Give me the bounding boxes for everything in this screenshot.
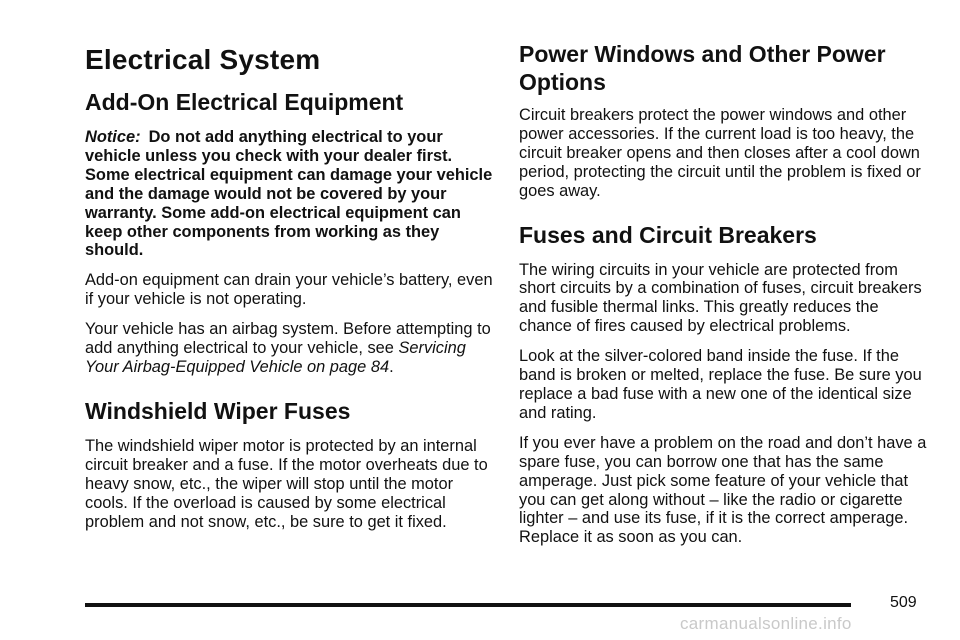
footer-rule — [85, 603, 851, 607]
notice-text: Do not add anything electrical to your vehicle unless you check with your dealer first. Some electrical equipment can damage your vehicle and the damage would not be covered by your warranty. Some add-on electrical equipment can keep other components from working as they should. — [85, 128, 493, 260]
windows-paragraph: Circuit breakers protect the power windows and other power accessories. If the current load is too heavy, the circuit breaker opens and then closes after a cool down period, protecting the circuit until the problem is fixed or goes away. — [519, 106, 921, 200]
notice-paragraph — [85, 128, 493, 260]
wiper-paragraph: The windshield wiper motor is protected by an internal circuit breaker and a fuse. If the motor overheats due to heavy snow, etc., the wiper will stop until the motor cools. If the overload is caused by some electrical problem and not snow, etc., be sure to get it fixed. — [85, 436, 488, 531]
fuses-paragraph-1: The wiring circuits in your vehicle are protected from short circuits by a combination of fuses, circuit breakers and fusible thermal links. This greatly reduces the chance of fires caused by electrical problems. — [519, 260, 922, 336]
fuses-paragraph-2: Look at the silver-colored band inside the fuse. If the band is broken or melted, replace the fuse. Be sure you replace a bad fuse with a new one of the identical size and rating. — [519, 347, 922, 422]
windows-heading: Power Windows and Other Power Options — [519, 41, 886, 95]
addon-paragraph-1: Add-on equipment can drain your vehicle’s battery, even if your vehicle is not operating. — [85, 271, 493, 309]
addon-heading: Add-On Electrical Equipment — [85, 89, 404, 115]
left-column — [85, 40, 493, 542]
wiper-heading: Windshield Wiper Fuses — [85, 397, 351, 424]
addon-paragraph-2-text: Your vehicle has an airbag system. Before attempting to add anything electrical to your vehicle, see — [85, 320, 491, 358]
fuses-paragraph-3: If you ever have a problem on the road and don’t have a spare fuse, you can borrow one that has the same amperage. Just pick some feature of your vehicle that you can get along without – like the radio or cigarette lighter – and use its fuse, if it is the correct amperage. Replace it as soon as you can. — [519, 433, 927, 547]
notice-label: Notice: — [85, 128, 141, 146]
addon-paragraph-2 — [85, 320, 493, 377]
right-column — [519, 40, 929, 558]
airbag-cross-reference-link[interactable]: Servicing Your Airbag-Equipped Vehicle on page 84 — [85, 339, 466, 376]
section-title: Electrical System — [85, 44, 321, 75]
watermark: carmanualsonline.info — [680, 614, 852, 633]
addon-paragraph-2-end: . — [389, 357, 394, 376]
fuses-heading: Fuses and Circuit Breakers — [519, 221, 817, 248]
page-number: 509 — [890, 594, 917, 611]
